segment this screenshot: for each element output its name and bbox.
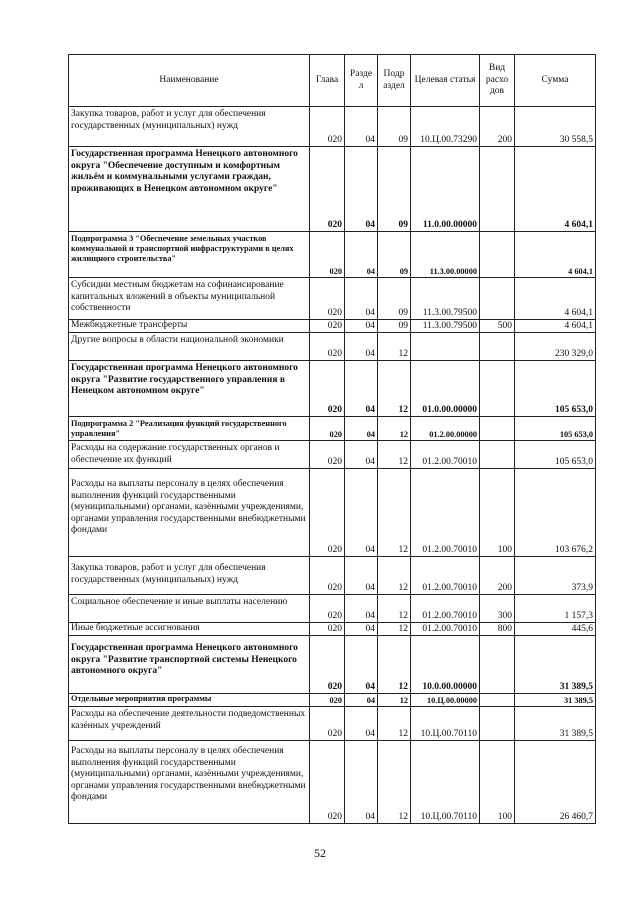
row-section: 04 bbox=[345, 147, 378, 232]
row-name: Социальное обеспечение и иные выплаты населению bbox=[69, 595, 310, 623]
row-section: 04 bbox=[345, 232, 378, 278]
table-row bbox=[69, 707, 596, 741]
row-target: 01.2.00.00000 bbox=[411, 417, 480, 441]
row-chapter: 020 bbox=[310, 636, 345, 694]
header-chapter: Глава bbox=[310, 55, 345, 107]
row-target: 11.3.00.79500 bbox=[411, 278, 480, 320]
row-section: 04 bbox=[345, 361, 378, 417]
header-section: Разде л bbox=[345, 55, 378, 107]
row-section: 04 bbox=[345, 694, 378, 707]
table-row bbox=[69, 441, 596, 469]
row-section: 04 bbox=[345, 333, 378, 361]
row-name: Закупка товаров, работ и услуг для обеспечения государственных (муниципальных) нужд bbox=[69, 557, 310, 595]
row-chapter: 020 bbox=[310, 469, 345, 557]
row-type bbox=[480, 417, 515, 441]
row-target bbox=[411, 333, 480, 361]
row-type: 100 bbox=[480, 741, 515, 824]
row-target: 01.2.00.70010 bbox=[411, 623, 480, 636]
row-target: 11.3.00.79500 bbox=[411, 320, 480, 333]
row-name: Государственная программа Ненецкого автономного округа "Развитие государственного управления в Ненецком автономном округе" bbox=[69, 361, 310, 417]
row-sum: 103 676,2 bbox=[515, 469, 596, 557]
row-section: 04 bbox=[345, 741, 378, 824]
row-subsection: 12 bbox=[378, 361, 411, 417]
table-row bbox=[69, 741, 596, 824]
row-chapter: 020 bbox=[310, 417, 345, 441]
table-row bbox=[69, 595, 596, 623]
row-chapter: 020 bbox=[310, 557, 345, 595]
row-type bbox=[480, 707, 515, 741]
row-type bbox=[480, 441, 515, 469]
header-target: Целевая статья bbox=[411, 55, 480, 107]
row-target: 11.0.00.00000 bbox=[411, 147, 480, 232]
row-type bbox=[480, 147, 515, 232]
row-name: Расходы на обеспечение деятельности подведомственных казённых учреждений bbox=[69, 707, 310, 741]
budget-table bbox=[68, 54, 596, 824]
row-type: 200 bbox=[480, 107, 515, 147]
table-row bbox=[69, 107, 596, 147]
row-name: Государственная программа Ненецкого автономного округа "Развитие транспортной системы Ненецкого автономного округа" bbox=[69, 636, 310, 694]
row-sum: 31 389,5 bbox=[515, 636, 596, 694]
row-sum: 105 653,0 bbox=[515, 361, 596, 417]
row-chapter: 020 bbox=[310, 232, 345, 278]
header-sum: Сумма bbox=[515, 55, 596, 107]
row-subsection: 12 bbox=[378, 707, 411, 741]
row-sum: 445,6 bbox=[515, 623, 596, 636]
row-subsection: 09 bbox=[378, 107, 411, 147]
row-sum: 4 604,1 bbox=[515, 278, 596, 320]
row-name: Подпрограмма 2 "Реализация функций государственного управления" bbox=[69, 417, 310, 441]
row-chapter: 020 bbox=[310, 361, 345, 417]
row-section: 04 bbox=[345, 707, 378, 741]
row-chapter: 020 bbox=[310, 595, 345, 623]
row-type bbox=[480, 694, 515, 707]
table-row bbox=[69, 232, 596, 278]
row-sum: 1 157,3 bbox=[515, 595, 596, 623]
row-sum: 105 653,0 bbox=[515, 441, 596, 469]
row-section: 04 bbox=[345, 107, 378, 147]
header-subsection: Подр аздел bbox=[378, 55, 411, 107]
row-subsection: 09 bbox=[378, 320, 411, 333]
row-section: 04 bbox=[345, 320, 378, 333]
page-number: 52 bbox=[314, 846, 326, 860]
row-subsection: 09 bbox=[378, 147, 411, 232]
row-subsection: 12 bbox=[378, 441, 411, 469]
row-subsection: 12 bbox=[378, 333, 411, 361]
table-row bbox=[69, 333, 596, 361]
row-chapter: 020 bbox=[310, 147, 345, 232]
row-subsection: 12 bbox=[378, 469, 411, 557]
row-sum: 373,9 bbox=[515, 557, 596, 595]
row-target: 01.2.00.70010 bbox=[411, 441, 480, 469]
row-name: Расходы на выплаты персоналу в целях обеспечения выполнения функций государственными (муниципальными) органами, казёнными учреждениями, органами управления государственными внебюджетными фондами bbox=[69, 469, 310, 557]
row-section: 04 bbox=[345, 636, 378, 694]
row-target: 01.0.00.00000 bbox=[411, 361, 480, 417]
row-target: 01.2.00.70010 bbox=[411, 595, 480, 623]
table-row bbox=[69, 278, 596, 320]
row-type: 800 bbox=[480, 623, 515, 636]
row-chapter: 020 bbox=[310, 741, 345, 824]
row-sum: 31 389,5 bbox=[515, 694, 596, 707]
row-section: 04 bbox=[345, 469, 378, 557]
row-type bbox=[480, 232, 515, 278]
row-sum: 4 604,1 bbox=[515, 147, 596, 232]
table-row bbox=[69, 320, 596, 333]
row-target: 11.3.00.00000 bbox=[411, 232, 480, 278]
row-type: 100 bbox=[480, 469, 515, 557]
row-sum: 26 460,7 bbox=[515, 741, 596, 824]
table-header-row bbox=[69, 55, 596, 107]
row-target: 01.2.00.70010 bbox=[411, 469, 480, 557]
row-name: Государственная программа Ненецкого автономного округа "Обеспечение доступным и комфортным жильём и коммунальными услугами граждан, проживающих в Ненецком автономном округе" bbox=[69, 147, 310, 232]
table-row bbox=[69, 623, 596, 636]
row-target: 10.Ц.00.73290 bbox=[411, 107, 480, 147]
row-target: 01.2.00.70010 bbox=[411, 557, 480, 595]
row-name: Закупка товаров, работ и услуг для обеспечения государственных (муниципальных) нужд bbox=[69, 107, 310, 147]
row-chapter: 020 bbox=[310, 333, 345, 361]
row-target: 10.Ц.00.70110 bbox=[411, 741, 480, 824]
row-type bbox=[480, 361, 515, 417]
table-row bbox=[69, 417, 596, 441]
row-section: 04 bbox=[345, 557, 378, 595]
row-section: 04 bbox=[345, 417, 378, 441]
row-name: Подпрограмма 3 "Обеспечение земельных участков коммунальной и транспортной инфраструктурами в целях жилищного строительства" bbox=[69, 232, 310, 278]
row-name: Субсидии местным бюджетам на софинансирование капитальных вложений в объекты муниципальной собственности bbox=[69, 278, 310, 320]
row-name: Расходы на выплаты персоналу в целях обеспечения выполнения функций государственными (муниципальными) органами, казёнными учреждениями, органами управления государственными внебюджетными фондами bbox=[69, 741, 310, 824]
row-section: 04 bbox=[345, 441, 378, 469]
row-target: 10.0.00.00000 bbox=[411, 636, 480, 694]
table-row bbox=[69, 636, 596, 694]
row-name: Расходы на содержание государственных органов и обеспечение их функций bbox=[69, 441, 310, 469]
row-name: Межбюджетные трансферты bbox=[69, 320, 310, 333]
row-type bbox=[480, 636, 515, 694]
row-chapter: 020 bbox=[310, 707, 345, 741]
row-section: 04 bbox=[345, 278, 378, 320]
row-sum: 4 604,1 bbox=[515, 320, 596, 333]
header-name: Наименование bbox=[69, 55, 310, 107]
row-target: 10.Ц.00.00000 bbox=[411, 694, 480, 707]
table-row bbox=[69, 361, 596, 417]
row-subsection: 12 bbox=[378, 623, 411, 636]
row-chapter: 020 bbox=[310, 107, 345, 147]
row-subsection: 12 bbox=[378, 417, 411, 441]
row-type bbox=[480, 278, 515, 320]
row-sum: 31 389,5 bbox=[515, 707, 596, 741]
row-subsection: 12 bbox=[378, 741, 411, 824]
row-subsection: 09 bbox=[378, 278, 411, 320]
row-sum: 4 604,1 bbox=[515, 232, 596, 278]
row-name: Другие вопросы в области национальной экономики bbox=[69, 333, 310, 361]
row-type: 500 bbox=[480, 320, 515, 333]
row-name: Иные бюджетные ассигнования bbox=[69, 623, 310, 636]
row-sum: 230 329,0 bbox=[515, 333, 596, 361]
table-row bbox=[69, 557, 596, 595]
row-subsection: 12 bbox=[378, 557, 411, 595]
row-subsection: 12 bbox=[378, 595, 411, 623]
row-section: 04 bbox=[345, 623, 378, 636]
row-subsection: 09 bbox=[378, 232, 411, 278]
row-sum: 30 558,5 bbox=[515, 107, 596, 147]
row-subsection: 12 bbox=[378, 636, 411, 694]
row-chapter: 020 bbox=[310, 278, 345, 320]
row-type: 200 bbox=[480, 557, 515, 595]
row-target: 10.Ц.00.70110 bbox=[411, 707, 480, 741]
row-type: 300 bbox=[480, 595, 515, 623]
row-subsection: 12 bbox=[378, 694, 411, 707]
row-chapter: 020 bbox=[310, 441, 345, 469]
table-row bbox=[69, 469, 596, 557]
row-sum: 105 653,0 bbox=[515, 417, 596, 441]
header-type: Вид расхо дов bbox=[480, 55, 515, 107]
row-section: 04 bbox=[345, 595, 378, 623]
row-chapter: 020 bbox=[310, 320, 345, 333]
table-row bbox=[69, 694, 596, 707]
row-type bbox=[480, 333, 515, 361]
row-chapter: 020 bbox=[310, 623, 345, 636]
row-chapter: 020 bbox=[310, 694, 345, 707]
row-name: Отдельные мероприятия программы bbox=[69, 694, 310, 707]
table-row bbox=[69, 147, 596, 232]
